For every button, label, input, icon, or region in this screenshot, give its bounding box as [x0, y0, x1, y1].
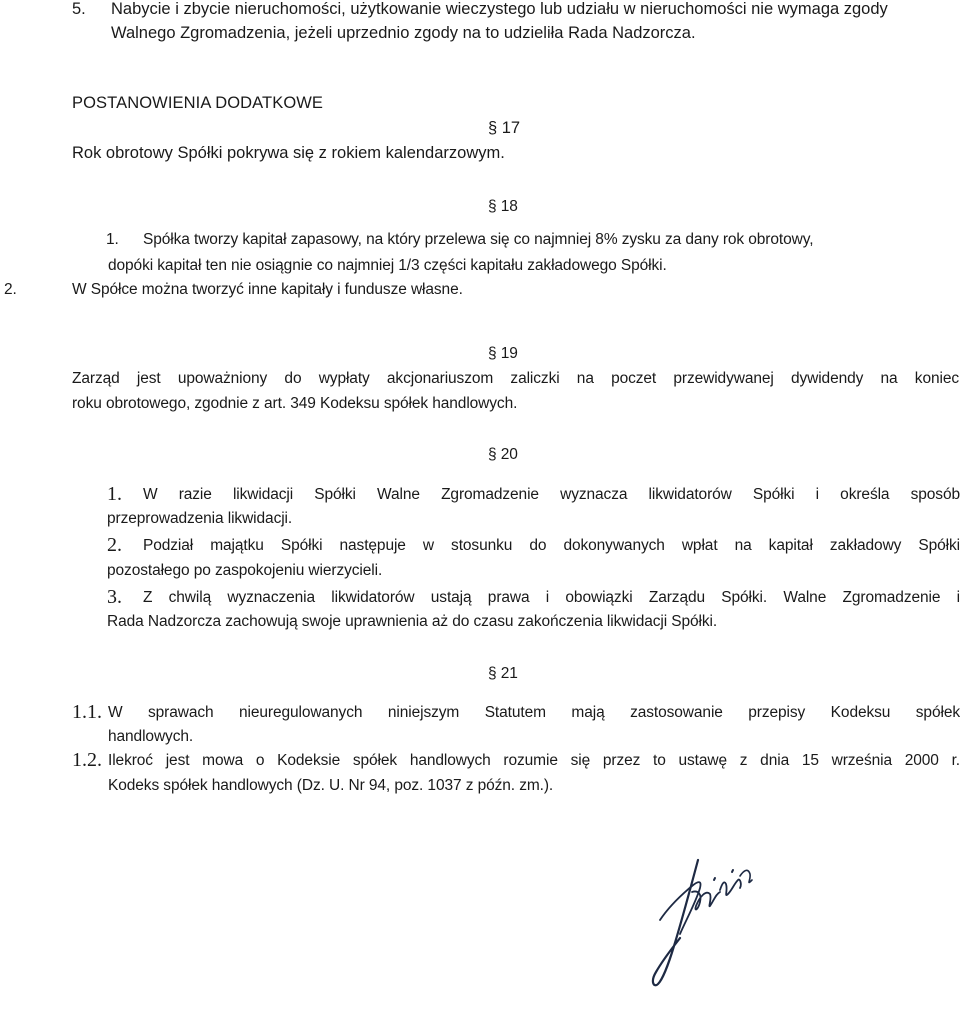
paragraph-20-item-2-number: 2. [107, 534, 122, 556]
paragraph-20-item-3-line-2: Rada Nadzorcza zachowują swoje uprawnienia aż do czasu zakończenia likwidacji Spółki. [107, 613, 718, 630]
paragraph-20-item-1-number: 1. [107, 483, 122, 505]
paragraph-17-title: § 17 [488, 119, 521, 137]
paragraph-20-item-3-number: 3. [107, 586, 122, 608]
paragraph-20-item-1-line-1: W razie likwidacji Spółki Walne Zgromadzenie wyznacza likwidatorów Spółki i określa sposób [143, 486, 960, 503]
paragraph-19-title: § 19 [488, 345, 518, 362]
paragraph-21-item-1-number: 1.1. [72, 701, 102, 723]
paragraph-21-title: § 21 [488, 665, 518, 682]
paragraph-19-line-1: Zarząd jest upoważniony do wypłaty akcjonariuszom zaliczki na poczet przewidywanej dywidendy na koniec [72, 370, 959, 387]
paragraph-20-item-1-line-2: przeprowadzenia likwidacji. [107, 510, 293, 527]
signature-image [640, 850, 770, 1000]
paragraph-20-item-2-line-1: Podział majątku Spółki następuje w stosunku do dokonywanych wpłat na kapitał zakładowy Spółki [143, 537, 960, 554]
paragraph-19-line-2: roku obrotowego, zgodnie z art. 349 Kodeksu spółek handlowych. [72, 395, 518, 412]
paragraph-18-item-1-line-2: dopóki kapitał ten nie osiągnie co najmniej 1/3 części kapitału zakładowego Spółki. [108, 257, 667, 274]
paragraph-18-title: § 18 [488, 198, 518, 215]
paragraph-21-item-2-number: 1.2. [72, 749, 102, 771]
paragraph-18-item-1-line-1: Spółka tworzy kapitał zapasowy, na który przelewa się co najmniej 8% zysku za dany rok obrotowy, [143, 231, 814, 248]
paragraph-18-item-1-number: 1. [106, 231, 119, 248]
paragraph-21-item-2-line-1: Ilekroć jest mowa o Kodeksie spółek handlowych rozumie się przez to ustawę z dnia 15 września 2000 r. [108, 752, 960, 769]
item-5-text-line-2: Walnego Zgromadzenia, jeżeli uprzednio zgody na to udzieliła Rada Nadzorcza. [111, 24, 696, 42]
paragraph-21-item-2-line-2: Kodeks spółek handlowych (Dz. U. Nr 94, poz. 1037 z późn. zm.). [108, 777, 554, 794]
paragraph-17-text: Rok obrotowy Spółki pokrywa się z rokiem kalendarzowym. [72, 144, 505, 162]
paragraph-21-item-1-line-1: W sprawach nieuregulowanych niniejszym Statutem mają zastosowanie przepisy Kodeksu spółek [108, 704, 960, 721]
paragraph-18-item-2-number: 2. [4, 281, 17, 298]
item-5-text-line-1: Nabycie i zbycie nieruchomości, użytkowanie wieczystego lub udziału w nieruchomości nie wymaga zgody [111, 0, 888, 18]
section-heading: POSTANOWIENIA DODATKOWE [72, 94, 324, 112]
paragraph-21-item-1-line-2: handlowych. [108, 728, 194, 745]
item-5-number: 5. [72, 0, 86, 18]
paragraph-20-item-2-line-2: pozostałego po zaspokojeniu wierzycieli. [107, 562, 383, 579]
paragraph-20-title: § 20 [488, 446, 518, 463]
paragraph-18-item-2-text: W Spółce można tworzyć inne kapitały i fundusze własne. [72, 281, 463, 298]
paragraph-20-item-3-line-1: Z chwilą wyznaczenia likwidatorów ustają prawa i obowiązki Zarządu Spółki. Walne Zgromadzenie i [143, 589, 960, 606]
